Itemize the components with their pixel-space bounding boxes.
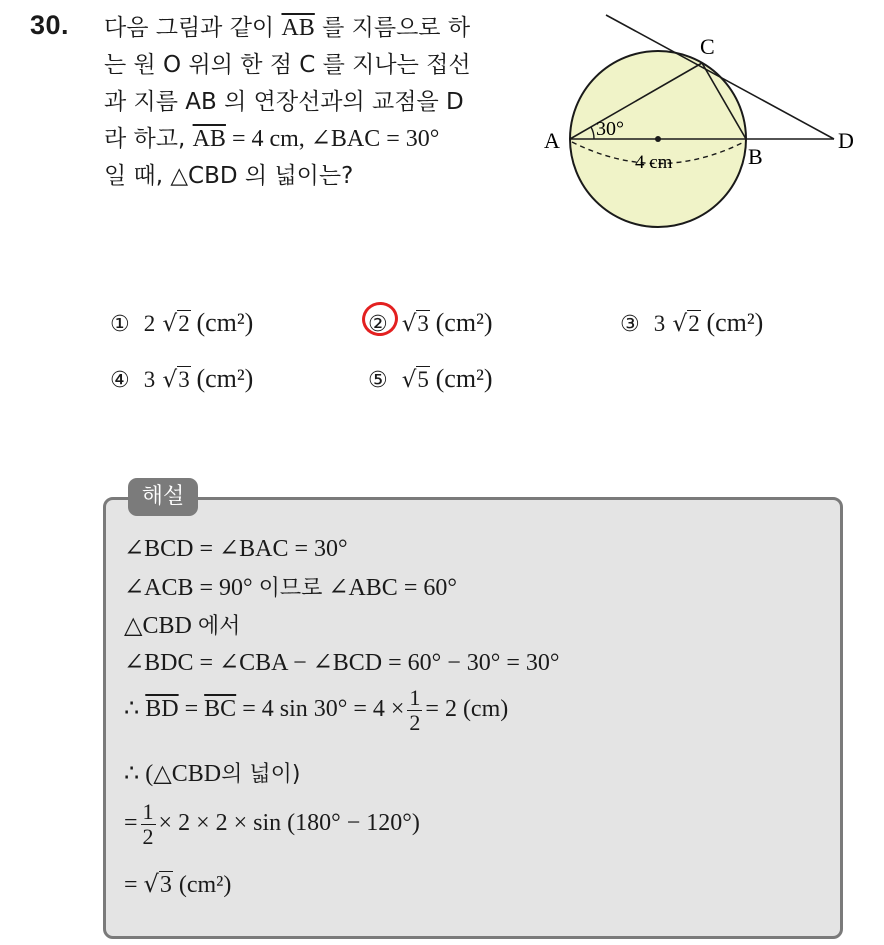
question-line-2: 는 원 O 위의 한 점 C 를 지나는 접선	[104, 52, 471, 78]
solution-line-6: ∴ (△CBD의 넓이)	[124, 761, 301, 787]
choice-2[interactable]: ② √3 (cm²)	[368, 308, 493, 338]
solution-tag: 해설	[128, 478, 198, 516]
solution-line-5: ∴ $\overline{BD} = \overline{BC} = 4$ sin 30° = 4 × $\frac{1}{2}$ = 2 (cm)	[124, 685, 509, 735]
choice-5[interactable]: ⑤ √5 (cm²)	[368, 364, 493, 393]
solution-line-3: △CBD 에서	[124, 613, 241, 639]
question-line-3: 과 지름 AB 의 연장선과의 교점을 D	[104, 89, 464, 115]
question-number: 30.	[30, 10, 70, 40]
solution-line-1: ∠BCD = ∠BAC = 30°	[124, 536, 348, 562]
solution-line-8: = √3 (cm²)	[124, 870, 232, 898]
choice-1[interactable]: ① 2 √2 (cm²)	[110, 308, 254, 337]
solution-line-7: = $\frac{1}{2}$ × 2 × 2 × sin (180° − 120°)	[124, 799, 420, 849]
geometry-figure	[536, 10, 866, 240]
point-c-label: C	[700, 34, 715, 59]
point-b-label: B	[748, 144, 763, 169]
point-d-label: D	[838, 128, 854, 153]
length-label: 4 cm	[635, 152, 673, 173]
choice-3[interactable]: ③ 3 √2 (cm²)	[620, 308, 764, 337]
question-line-1: 다음 그림과 같이 $\overline{AB}$ 를 지름으로 하	[104, 15, 471, 41]
point-a-label: A	[544, 128, 560, 153]
question-line-5: 일 때, △CBD 의 넓이는?	[104, 163, 354, 189]
solution-line-4: ∠BDC = ∠CBA − ∠BCD = 60° − 30° = 30°	[124, 650, 560, 676]
solution-line-2: ∠ACB = 90° 이므로 ∠ABC = 60°	[124, 575, 457, 601]
question-text	[104, 10, 514, 195]
center-o	[655, 136, 661, 142]
angle-label: 30°	[596, 118, 624, 140]
selected-answer-mark	[359, 299, 401, 340]
choice-4[interactable]: ④ 3 √3 (cm²)	[110, 364, 254, 393]
fraction-half-2: $\frac{1}{2}$	[142, 799, 154, 849]
question-line-4: 라 하고, $\overline{AB} = 4$ cm, ∠BAC = 30°	[104, 126, 440, 152]
fraction-half: $\frac{1}{2}$	[409, 685, 421, 735]
